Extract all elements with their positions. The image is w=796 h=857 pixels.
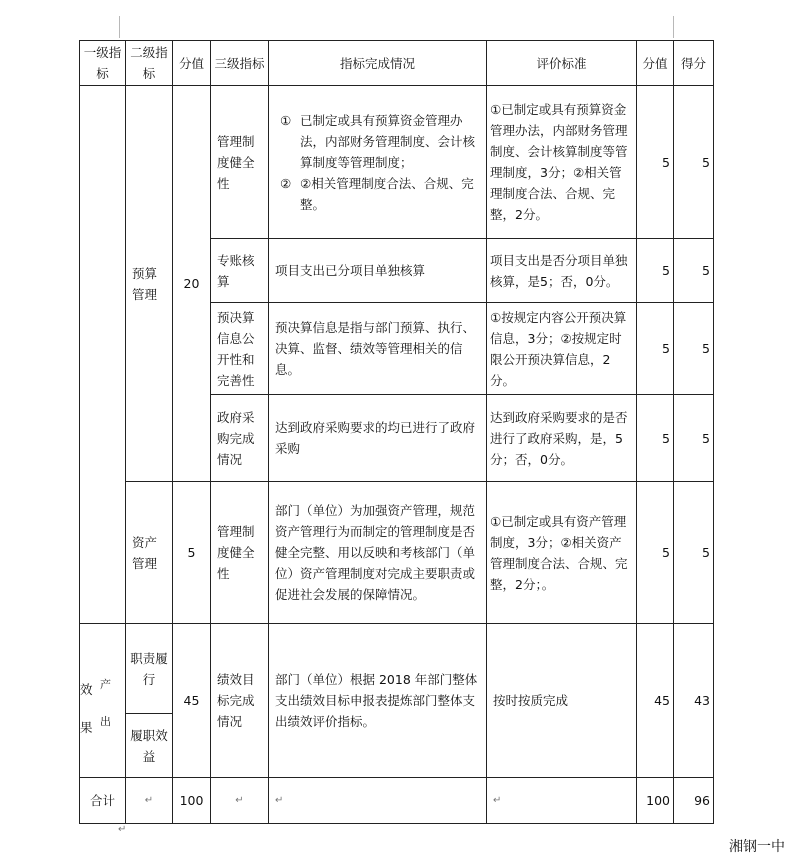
level1-char: 果 (80, 720, 93, 735)
criteria-cell: ①已制定或具有预算资金管理办法，内部财务管理制度、会计核算制度等管理制度，3分；②相关管理制度合法、合规、完整，2分。 (487, 86, 637, 239)
criteria-cell: ①按规定内容公开预决算信息，3分；②按规定时限公开预决算信息，2分。 (487, 303, 637, 395)
level3-cell: 管理制度健全性 (211, 482, 269, 624)
header-score1: 分值 (173, 41, 211, 86)
empty-cell: ↵ (126, 778, 173, 824)
score-cell: 5 (637, 239, 674, 303)
score1-asset: 5 (173, 482, 211, 624)
got-cell: 43 (674, 624, 714, 778)
header-score2: 分值 (637, 41, 674, 86)
score-cell: 5 (637, 482, 674, 624)
criteria-cell: 按时按质完成 (487, 624, 637, 778)
score1-output: 45 (173, 624, 211, 778)
completion-cell (269, 86, 487, 239)
total-got: 96 (674, 778, 714, 824)
level3-cell: 政府采购完成情况 (211, 395, 269, 482)
empty-cell: ↵ (487, 778, 637, 824)
level1-char: 产 (100, 678, 111, 691)
criteria-cell: 达到政府采购要求的是否进行了政府采购，是，5分；否，0分。 (487, 395, 637, 482)
table-row (80, 86, 714, 239)
completion-cell: 部门（单位）为加强资产管理，规范资产管理行为而制定的管理制度是否健全完整、用以反映和考核部门（单位）资产管理制度对完成主要职责或促进社会发展的保障情况。 (269, 482, 487, 624)
list-text: ②相关管理制度合法、合规、完整。 (300, 175, 474, 212)
footer-school-name: 湘钢一中 (729, 839, 785, 855)
header-level3: 三级指标 (211, 41, 269, 86)
level3-cell: 预决算信息公开性和完善性 (211, 303, 269, 395)
score1-budget: 20 (173, 86, 211, 482)
got-cell: 5 (674, 482, 714, 624)
score-cell: 45 (637, 624, 674, 778)
header-got: 得分 (674, 41, 714, 86)
score-cell: 5 (637, 303, 674, 395)
empty-cell: ↵ (269, 778, 487, 824)
crop-mark-right (673, 16, 674, 38)
list-number: ② (280, 175, 292, 191)
level1-output-effect (80, 624, 126, 778)
got-cell: 5 (674, 303, 714, 395)
header-level2: 二级指标 (126, 41, 173, 86)
empty-cell: ↵ (211, 778, 269, 824)
header-criteria: 评价标准 (487, 41, 637, 86)
table-row (80, 624, 714, 714)
level2-duty: 职责履行 (126, 624, 173, 714)
list-text: 已制定或具有预算资金管理办法，内部财务管理制度、会计核算制度等管理制度； (300, 112, 476, 170)
completion-cell: 预决算信息是指与部门预算、执行、决算、监督、绩效等管理相关的信息。 (269, 303, 487, 395)
criteria-cell: ①已制定或具有资产管理制度，3分；②相关资产管理制度合法、合规、完整，2分；。 (487, 482, 637, 624)
level2-asset-mgmt: 资产管理 (126, 482, 173, 624)
list-number: ① (280, 112, 292, 128)
total-label: 合计 (80, 778, 126, 824)
header-level1: 一级指标 (80, 41, 126, 86)
evaluation-table (79, 40, 714, 824)
total-row (80, 778, 714, 824)
got-cell: 5 (674, 239, 714, 303)
level2-benefit: 履职效益 (126, 714, 173, 778)
level3-cell: 专账核算 (211, 239, 269, 303)
total-score: 100 (637, 778, 674, 824)
header-row (80, 41, 714, 86)
paragraph-mark: ↵ (118, 824, 127, 835)
completion-cell: 达到政府采购要求的均已进行了政府采购 (269, 395, 487, 482)
score-cell: 5 (637, 86, 674, 239)
list-item (272, 110, 483, 173)
total-score1: 100 (173, 778, 211, 824)
table-row (80, 482, 714, 624)
criteria-cell: 项目支出是否分项目单独核算，是5；否，0分。 (487, 239, 637, 303)
level3-cell: 绩效目标完成情况 (211, 624, 269, 778)
completion-cell: 部门（单位）根据 2018 年部门整体支出绩效目标申报表提炼部门整体支出绩效评价指标。 (269, 624, 487, 778)
level3-cell: 管理制度健全性 (211, 86, 269, 239)
score-cell: 5 (637, 395, 674, 482)
list-item (272, 173, 483, 215)
header-completion: 指标完成情况 (269, 41, 487, 86)
level1-char: 效 (80, 682, 93, 697)
completion-cell: 项目支出已分项目单独核算 (269, 239, 487, 303)
got-cell: 5 (674, 395, 714, 482)
crop-mark-left (119, 16, 120, 38)
level1-char: 出 (100, 715, 111, 728)
level1-cell-empty (80, 86, 126, 624)
got-cell: 5 (674, 86, 714, 239)
level2-budget-mgmt: 预算管理 (126, 86, 173, 482)
